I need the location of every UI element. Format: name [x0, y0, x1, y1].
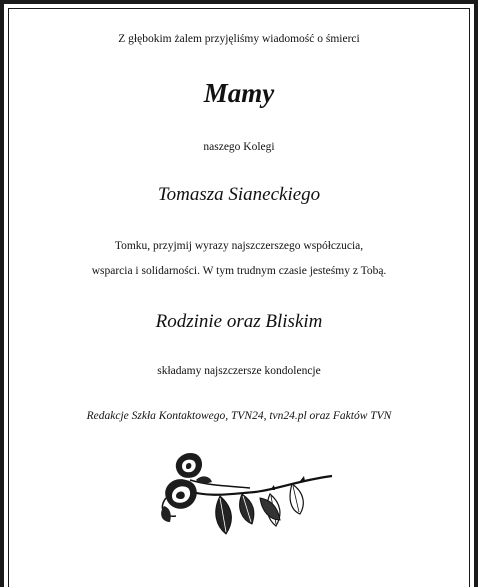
relation-text: naszego Kolegi [203, 141, 275, 153]
deceased-title: Mamy [203, 78, 275, 108]
family-heading: Rodzinie oraz Bliskim [155, 311, 323, 332]
message-line-1: Tomku, przyjmij wyrazy najszczerszego współczucia, [114, 240, 364, 252]
colleague-name: Tomasza Sianeckiego [157, 184, 321, 205]
condolences-text: składamy najszczersze kondolencje [157, 365, 321, 377]
intro-text: Z głębokim żalem przyjęliśmy wiadomość o śmierci [118, 33, 360, 45]
message-line-2: wsparcia i solidarności. W tym trudnym czasie jesteśmy z Tobą. [91, 265, 387, 277]
signature-text: Redakcje Szkła Kontaktowego, TVN24, tvn24.pl oraz Faktów TVN [86, 410, 392, 422]
rose-icon [150, 450, 340, 560]
